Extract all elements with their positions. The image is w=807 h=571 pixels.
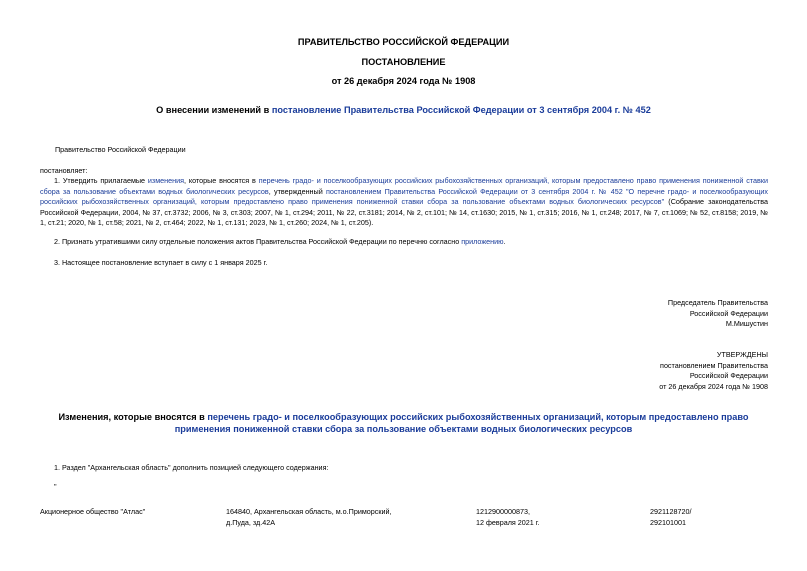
ogrn-line-1: 1212900000873, [476,507,530,516]
approval-country: Российской Федерации [689,371,768,381]
appendix-link[interactable]: приложению [461,237,504,246]
approval-block [468,350,768,392]
intro-text: Правительство Российской Федерации [55,145,186,154]
paragraph-1-part-b: , которые вносятся в [184,176,259,185]
changes-link[interactable]: изменения [147,176,185,185]
approval-approved: УТВЕРЖДЕНЫ [716,350,768,359]
decrees-text: постановляет: [40,166,88,175]
change-item-1: 1. Раздел "Архангельская область" дополнить позицией следующего содержания: [54,463,329,472]
table-cell-organization: Акционерное общество "Атлас" [40,507,146,516]
list-link[interactable]: перечень градо- и поселкообразующих российских рыбохозяйственных организаций, которым предоставлено право применения пониженной ставки сбора за пользование объектами водных биологических ресурсов [40,176,768,196]
paragraph-2 [54,237,506,248]
signature-country: Российской Федерации [689,308,768,318]
document-date-number: от 26 декабря 2024 года № 1908 [331,76,476,86]
document-type: ПОСТАНОВЛЕНИЕ [361,57,446,67]
paragraph-2-part-b: . [503,237,506,246]
paragraph-1-part-d: (Собрание законодательства Российской Федерации, 2004, № 37, ст.3732; 2006, № 3, ст.303; 2007, № 1, ст.294; 2011, № 22, ст.3181; 2014, № 2, ст.101; № 14, ст.1630; 2015, № 1, ст.315; 2016, № 1, ст.248; 2017, № 7, ст.1069; № 52, ст.8158; 2019, № 1, ст.21; 2020, № 1, ст.58; 2021, № 2, ст.464; 2022, № 1, ст.131; 2023, № 1, ст.260; 2024, № 1, ст.205). [40,197,768,228]
government-heading: ПРАВИТЕЛЬСТВО РОССИЙСКОЙ ФЕДЕРАЦИИ [297,37,510,47]
approval-date-number: от 26 декабря 2024 года № 1908 [659,381,768,391]
resolution-link[interactable]: постановлением Правительства Российской Федерации от 3 сентября 2004 г. № 452 "О перечне градо- и поселкообразующих российских рыбохозяйственных организаций, которым предоставлено право применения пониженной ставки сбора за пользование объектами водных биологических ресурсов" [40,186,768,207]
inn-line-1: 2921128720/ [650,507,692,516]
signature-block [468,298,768,330]
document-title [0,105,807,115]
document-title-prefix: О внесении изменений в [156,105,272,115]
table-cell-ogrn [476,507,540,528]
changes-list-link[interactable]: перечень градо- и поселкообразующих российских рыбохозяйственных организаций, которым предоставлено право применения пониженной ставки сбора за пользование объектами водных биологических ресурсов [174,412,749,434]
opening-quote: " [54,482,57,491]
changes-heading [30,412,777,435]
paragraph-2-part-a: 2. Признать утратившими силу отдельные положения актов Правительства Российской Федерации по перечню согласно [54,237,462,246]
table-cell-inn [650,507,691,528]
paragraph-1-part-a: 1. Утвердить прилагаемые [54,176,148,185]
signature-position: Председатель Правительства [667,298,768,307]
changes-heading-prefix: Изменения, которые вносятся в [58,412,208,422]
paragraph-1-part-c: , утвержденный [268,186,326,196]
paragraph-3: 3. Настоящее постановление вступает в силу с 1 января 2025 г. [54,258,268,267]
resolution-452-link[interactable]: постановление Правительства Российской Федерации от 3 сентября 2004 г. № 452 [271,105,651,115]
paragraph-1 [40,176,768,229]
ogrn-line-2: 12 февраля 2021 г. [476,517,540,527]
approval-by-resolution: постановлением Правительства [660,360,768,370]
signature-name: М.Мишустин [725,319,768,329]
inn-line-2: 292101001 [650,517,686,527]
table-cell-address [226,507,392,528]
address-line-2: д.Пуда, зд.42А [226,517,276,527]
address-line-1: 164840, Архангельская область, м.о.Приморский, [226,507,392,516]
